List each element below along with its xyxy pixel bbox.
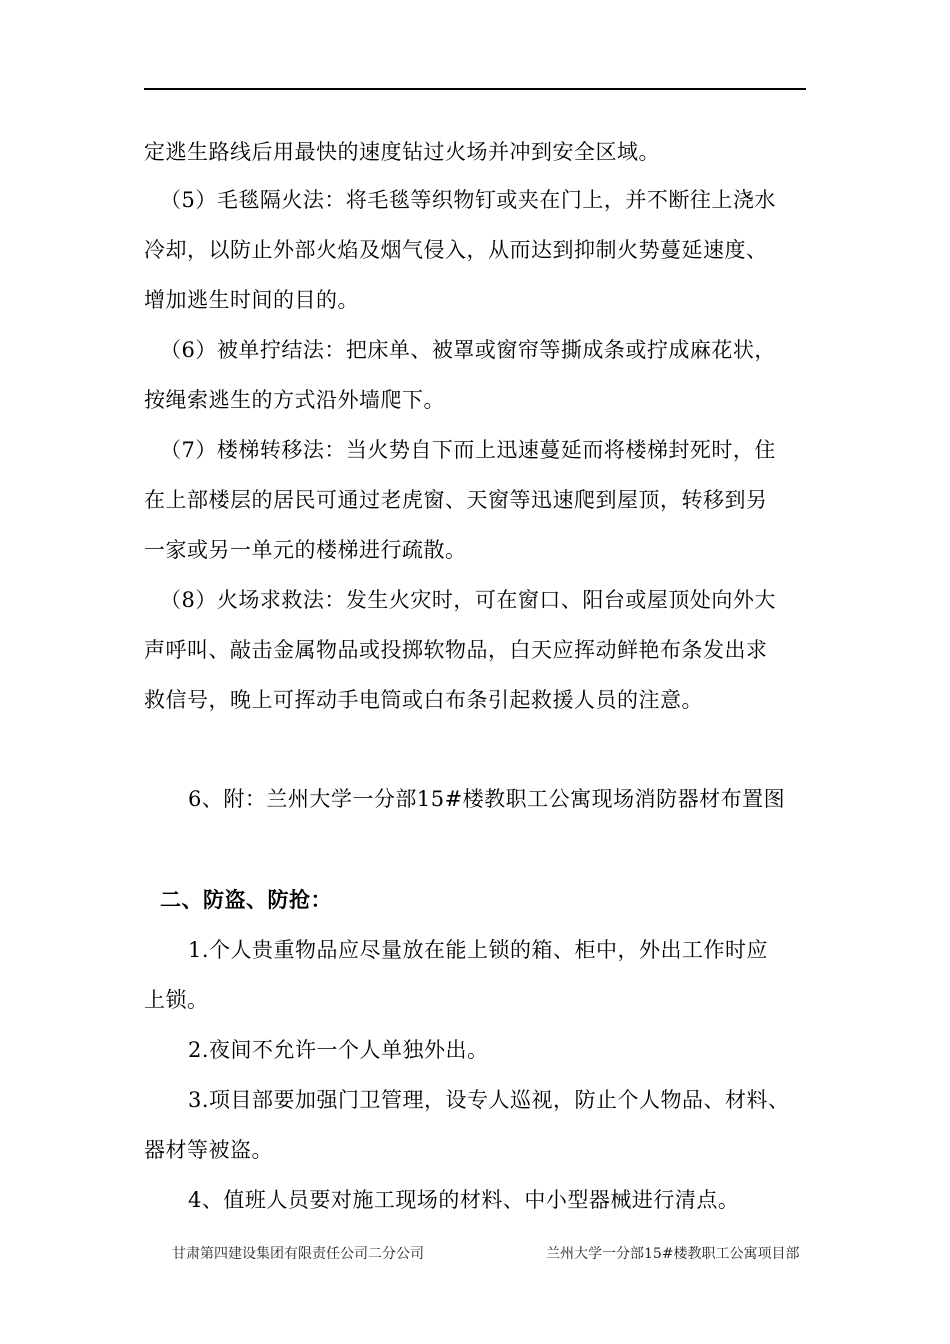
section-heading: 二、防盗、防抢： [160,887,332,912]
footer-company: 甘肃第四建设集团有限责任公司二分公司 [172,1246,424,1262]
rule-1-line: 上锁。 [144,988,209,1012]
rule-4-line: 4、值班人员要对施工现场的材料、中小型器械进行清点。 [188,1188,740,1212]
rule-3-line: 3.项目部要加强门卫管理，设专人巡视，防止个人物品、材料、 [188,1088,790,1112]
rule-2-line: 2.夜间不允许一个人单独外出。 [188,1038,489,1062]
rule-3-line: 器材等被盗。 [144,1138,273,1162]
method-8-line: 救信号，晚上可挥动手电筒或白布条引起救援人员的注意。 [144,688,703,712]
method-5-line: 增加逃生时间的目的。 [144,288,359,312]
paragraph-line: 定逃生路线后用最快的速度钻过火场并冲到安全区域。 [144,140,660,164]
method-6-line: 按绳索逃生的方式沿外墙爬下。 [144,388,445,412]
rule-1-line: 1.个人贵重物品应尽量放在能上锁的箱、柜中，外出工作时应 [188,938,769,962]
method-7-line: 在上部楼层的居民可通过老虎窗、天窗等迅速爬到屋顶，转移到另 [144,488,768,512]
method-7-line: 一家或另一单元的楼梯进行疏散。 [144,538,467,562]
method-7-line: （7）楼梯转移法：当火势自下而上迅速蔓延而将楼梯封死时，住 [160,438,776,462]
method-5-line: （5）毛毯隔火法：将毛毯等织物钉或夹在门上，并不断往上浇水 [160,188,776,212]
attachment-note: 6、附：兰州大学一分部15#楼教职工公寓现场消防器材布置图 [188,787,786,811]
method-6-line: （6）被单拧结法：把床单、被罩或窗帘等撕成条或拧成麻花状， [160,338,776,362]
footer-project: 兰州大学一分部15#楼教职工公寓项目部 [546,1246,800,1262]
method-8-line: 声呼叫、敲击金属物品或投掷软物品，白天应挥动鲜艳布条发出求 [144,638,768,662]
header-rule [144,88,806,90]
method-8-line: （8）火场求救法：发生火灾时，可在窗口、阳台或屋顶处向外大 [160,588,776,612]
method-5-line: 冷却，以防止外部火焰及烟气侵入，从而达到抑制火势蔓延速度、 [144,238,768,262]
